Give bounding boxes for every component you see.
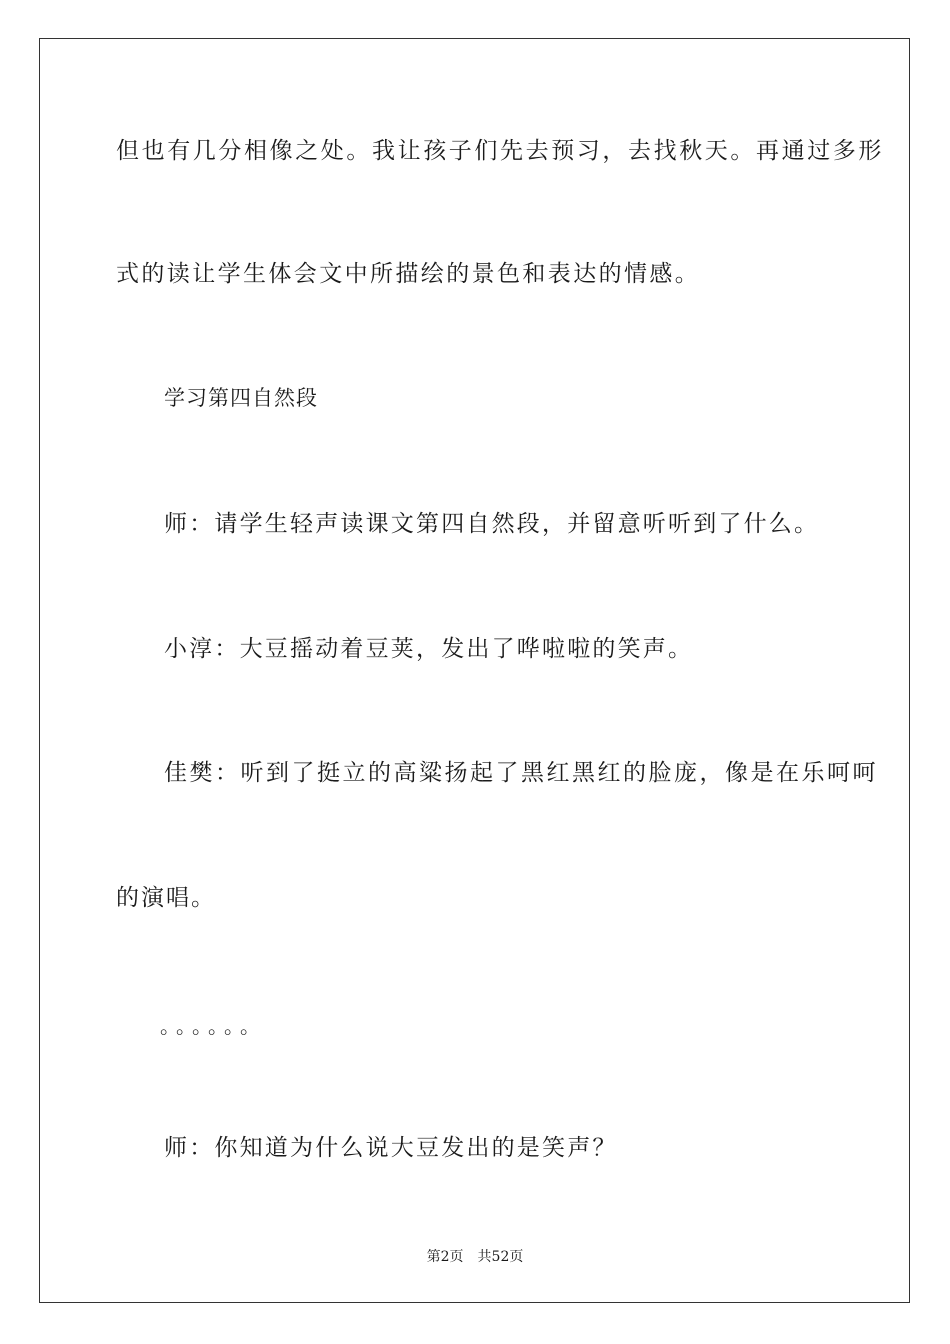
page-total: 共52页 xyxy=(477,1249,524,1265)
paragraph-line: 师：你知道为什么说大豆发出的是笑声？ xyxy=(164,1135,618,1161)
paragraph-line: 小淳：大豆摇动着豆荚，发出了哗啦啦的笑声。 xyxy=(164,636,694,662)
page-footer xyxy=(0,1248,950,1266)
paragraph-line: 佳樊：听到了挺立的高粱扬起了黑红黑红的脸庞，像是在乐呵呵 xyxy=(164,760,878,786)
paragraph-line: 但也有几分相像之处。我让孩子们先去预习，去找秋天。再通过多形 xyxy=(116,138,884,164)
paragraph-line: 的演唱。 xyxy=(116,885,216,911)
page-border xyxy=(39,38,910,1303)
section-heading: 学习第四自然段 xyxy=(164,386,318,410)
paragraph-line: 师：请学生轻声读课文第四自然段，并留意听听到了什么。 xyxy=(164,511,820,537)
ellipsis-line: 。。。。。。 xyxy=(160,1014,266,1038)
page-number: 第2页 xyxy=(426,1249,464,1265)
paragraph-line: 式的读让学生体会文中所描绘的景色和表达的情感。 xyxy=(116,261,701,287)
